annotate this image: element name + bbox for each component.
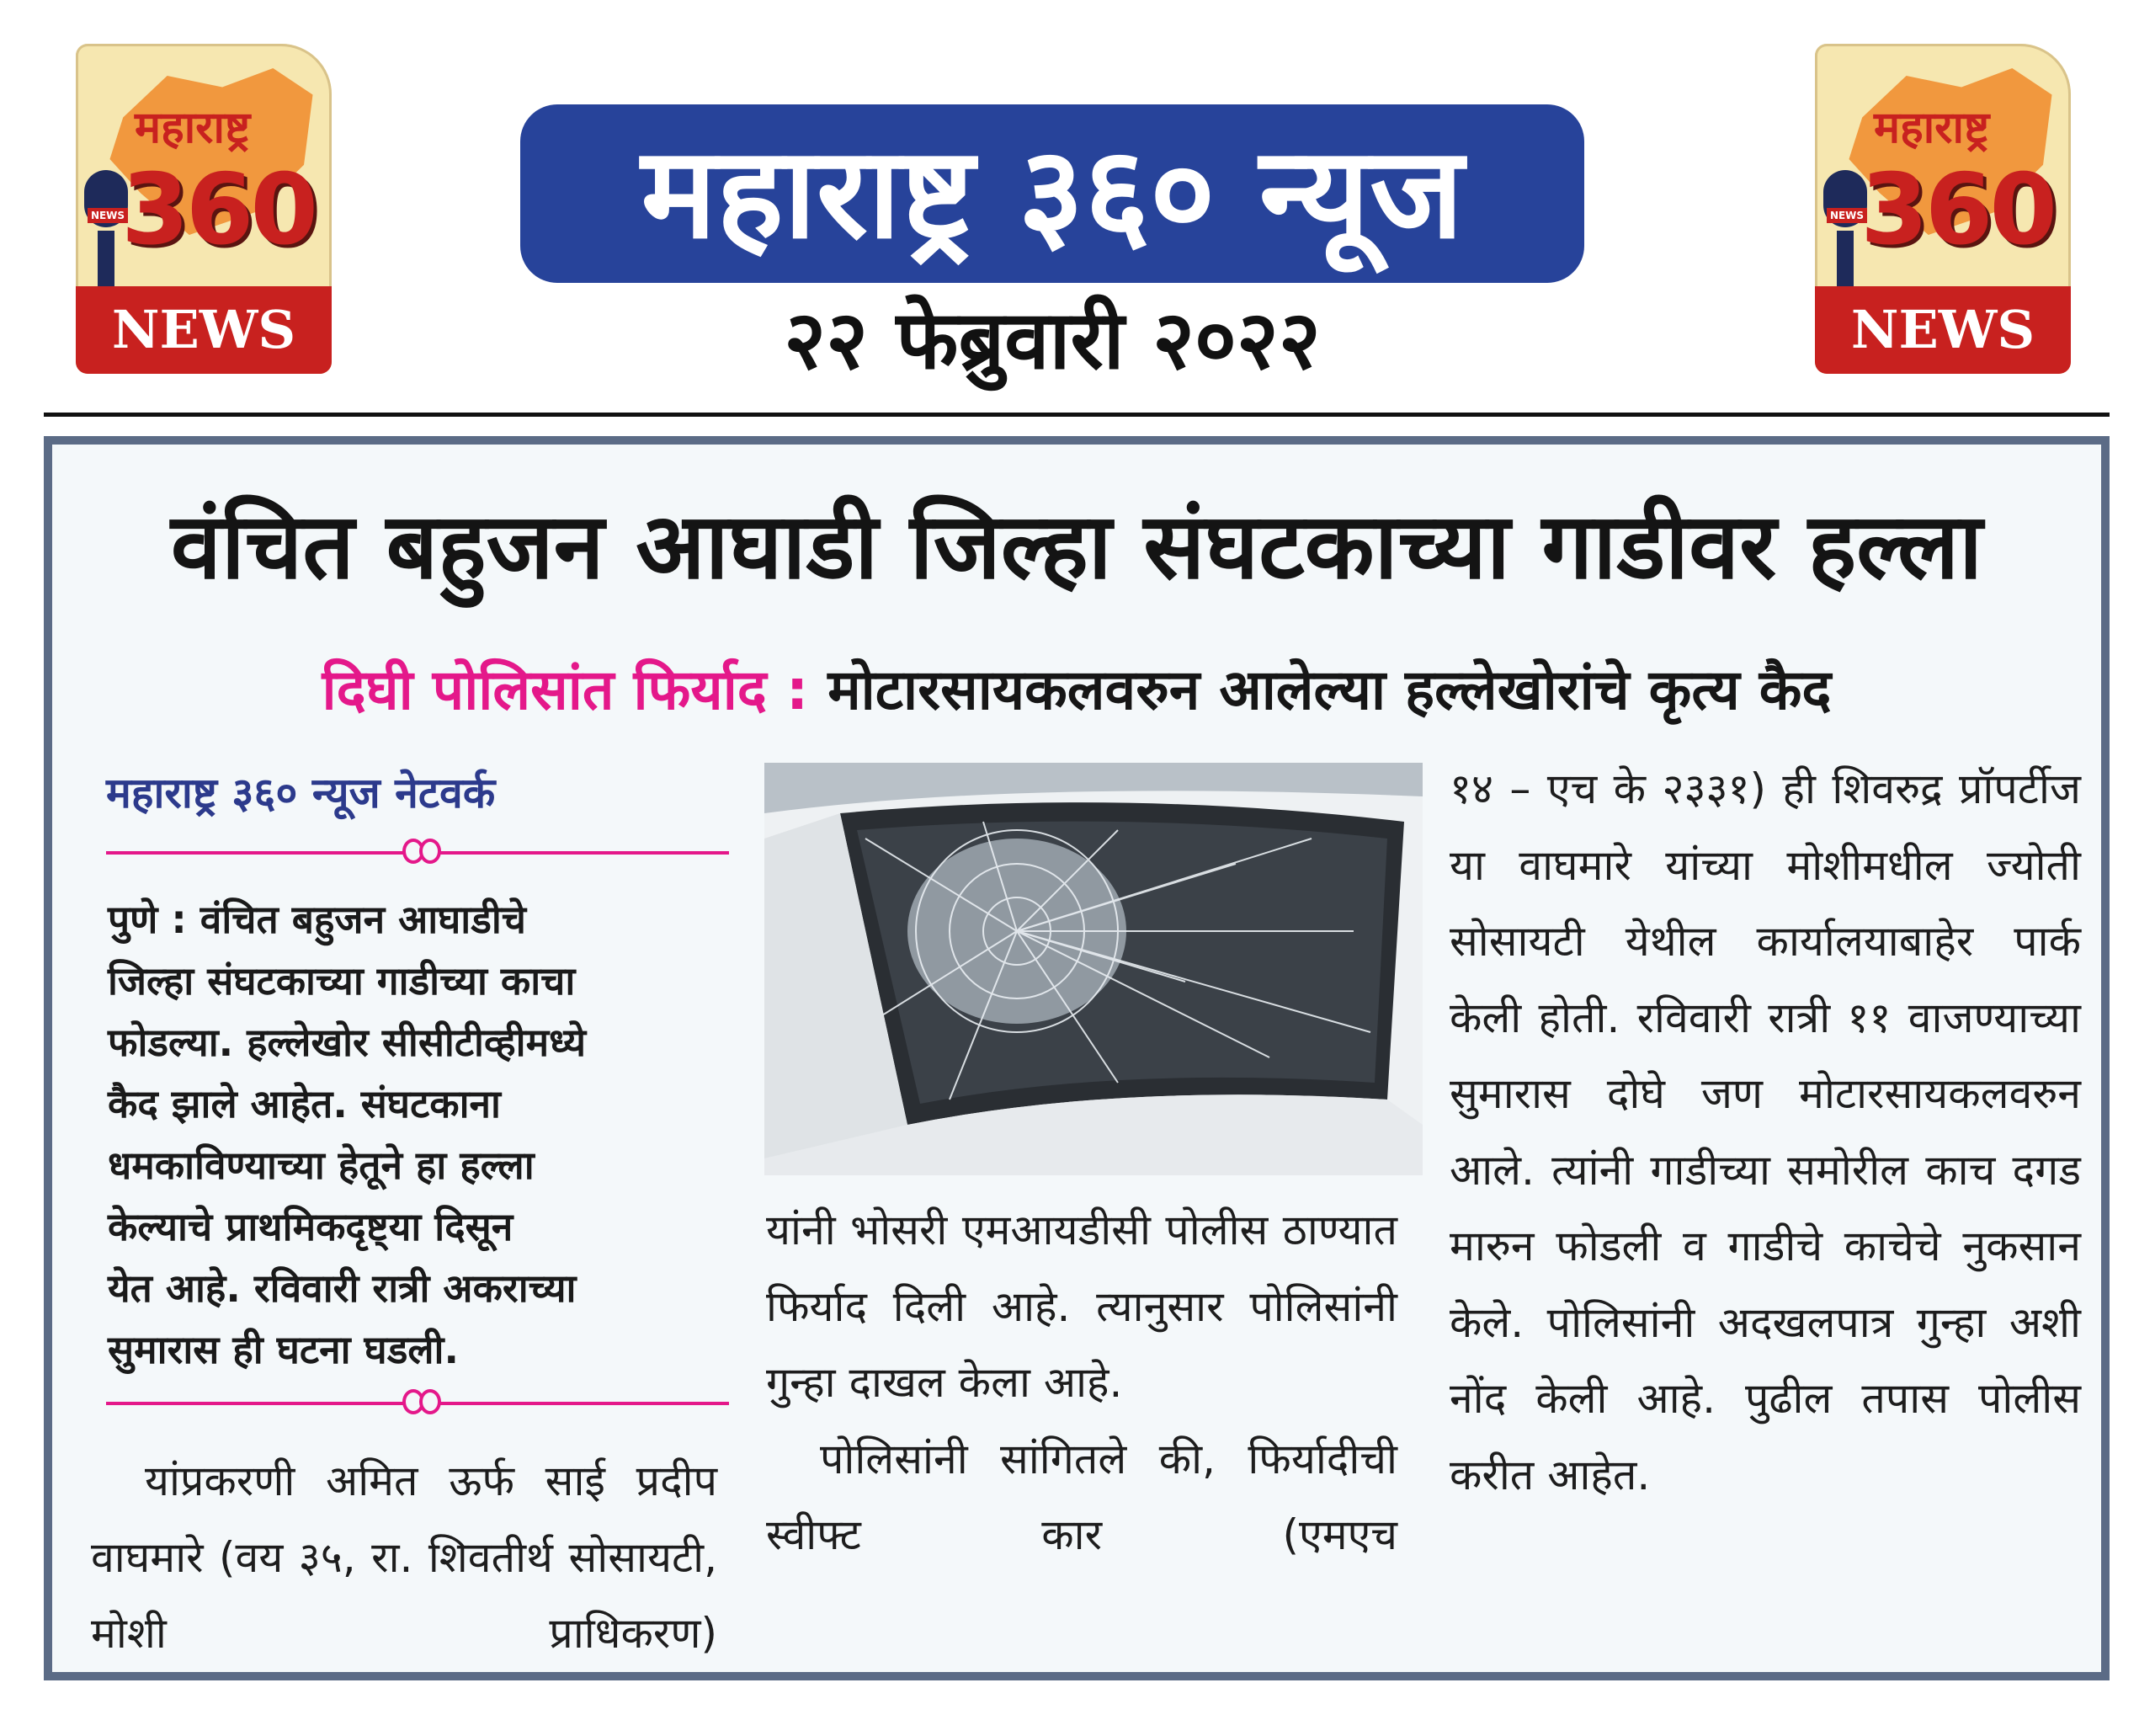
masthead-rule [44, 413, 2110, 417]
intro-line: जिल्हा संघटकाच्या गाडीच्या काचा [108, 958, 576, 1004]
damaged-car-photo [764, 763, 1423, 1175]
logo-number: 360 [121, 153, 316, 267]
byline: महाराष्ट्र ३६० न्यूज नेटवर्क [106, 769, 496, 817]
logo-number: 360 [1860, 153, 2055, 267]
masthead-title: महाराष्ट्र ३६० न्यूज [520, 104, 1584, 283]
intro-box [108, 889, 731, 1381]
article-column-2 [766, 1192, 1397, 1574]
intro-line: पुणे : वंचित बहुजन आघाडीचे [108, 897, 526, 942]
article-column-1 [91, 1443, 717, 1672]
intro-line: फोडल्या. हल्लेखोर सीसीटीव्हीमध्ये [108, 1020, 587, 1065]
issue-date: २२ फेब्रुवारी २०२२ [784, 293, 1321, 387]
ornament-divider [106, 835, 729, 869]
logo-band: NEWS [1815, 286, 2071, 374]
article-headline: वंचित बहुजन आघाडी जिल्हा संघटकाच्या गाडीवर हल्ला [170, 494, 1983, 599]
paragraph: यांप्रकरणी अमित ऊर्फ साई प्रदीप वाघमारे (वय ३५, रा. शिवतीर्थ सोसायटी, मोशी प्राधिकरण) [91, 1456, 717, 1658]
intro-line: सुमारास ही घटना घडली. [108, 1327, 459, 1372]
paragraph: १४ – एच के २३३१) ही शिवरुद्र प्रॉपर्टीज या वाघमारे यांच्या मोशीमधील ज्योती सोसायटी येथील कार्यालयाबाहेर पार्क केली होती. रविवारी रात्री ११ वाजण्याच्या सुमारास दोघे जण मोटारसायकलवरुन आले. त्यांनी गाडीच्या समोरील काच दगड मारुन फोडली व गाडीचे काचेचे नुकसान केले. पोलिसांनी अदखलपात्र गुन्हा अशी नोंद केली आहे. पुढील तपास पोलीस करीत आहेत. [1450, 764, 2081, 1499]
mic-badge: NEWS [88, 208, 128, 223]
ornament-divider [106, 1386, 729, 1419]
subhead-lead: दिघी पोलिसांत फिर्याद : [322, 658, 809, 722]
logo-top-text: महाराष्ट्र [135, 103, 251, 153]
microphone-handle [98, 231, 114, 291]
microphone-handle [1837, 231, 1854, 291]
intro-line: येत आहे. रविवारी रात्री अकराच्या [108, 1265, 577, 1311]
paragraph: पोलिसांनी सांगितले की, फिर्यादीची स्वीफ्ट कार (एमएच [766, 1434, 1397, 1559]
article-subhead [71, 657, 2083, 723]
subhead-rest: मोटारसायकलवरुन आलेल्या हल्लेखोरांचे कृत्य कैद [827, 658, 1832, 722]
paragraph: यांनी भोसरी एमआयडीसी पोलीस ठाण्यात फिर्याद दिली आहे. त्यानुसार पोलिसांनी गुन्हा दाखल केला आहे. [766, 1206, 1397, 1407]
article-column-3 [1450, 751, 2081, 1513]
logo-left [76, 44, 332, 374]
intro-line: कैद झाले आहेत. संघटकाना [108, 1081, 501, 1126]
mic-badge: NEWS [1827, 208, 1867, 223]
logo-right [1815, 44, 2071, 374]
logo-top-text: महाराष्ट्र [1874, 103, 1990, 153]
logo-band: NEWS [76, 286, 332, 374]
article-frame [44, 436, 2110, 1680]
intro-line: केल्याचे प्राथमिकदृष्ट्या दिसून [108, 1204, 513, 1249]
intro-line: धमकाविण्याच्या हेतूने हा हल्ला [108, 1142, 535, 1188]
